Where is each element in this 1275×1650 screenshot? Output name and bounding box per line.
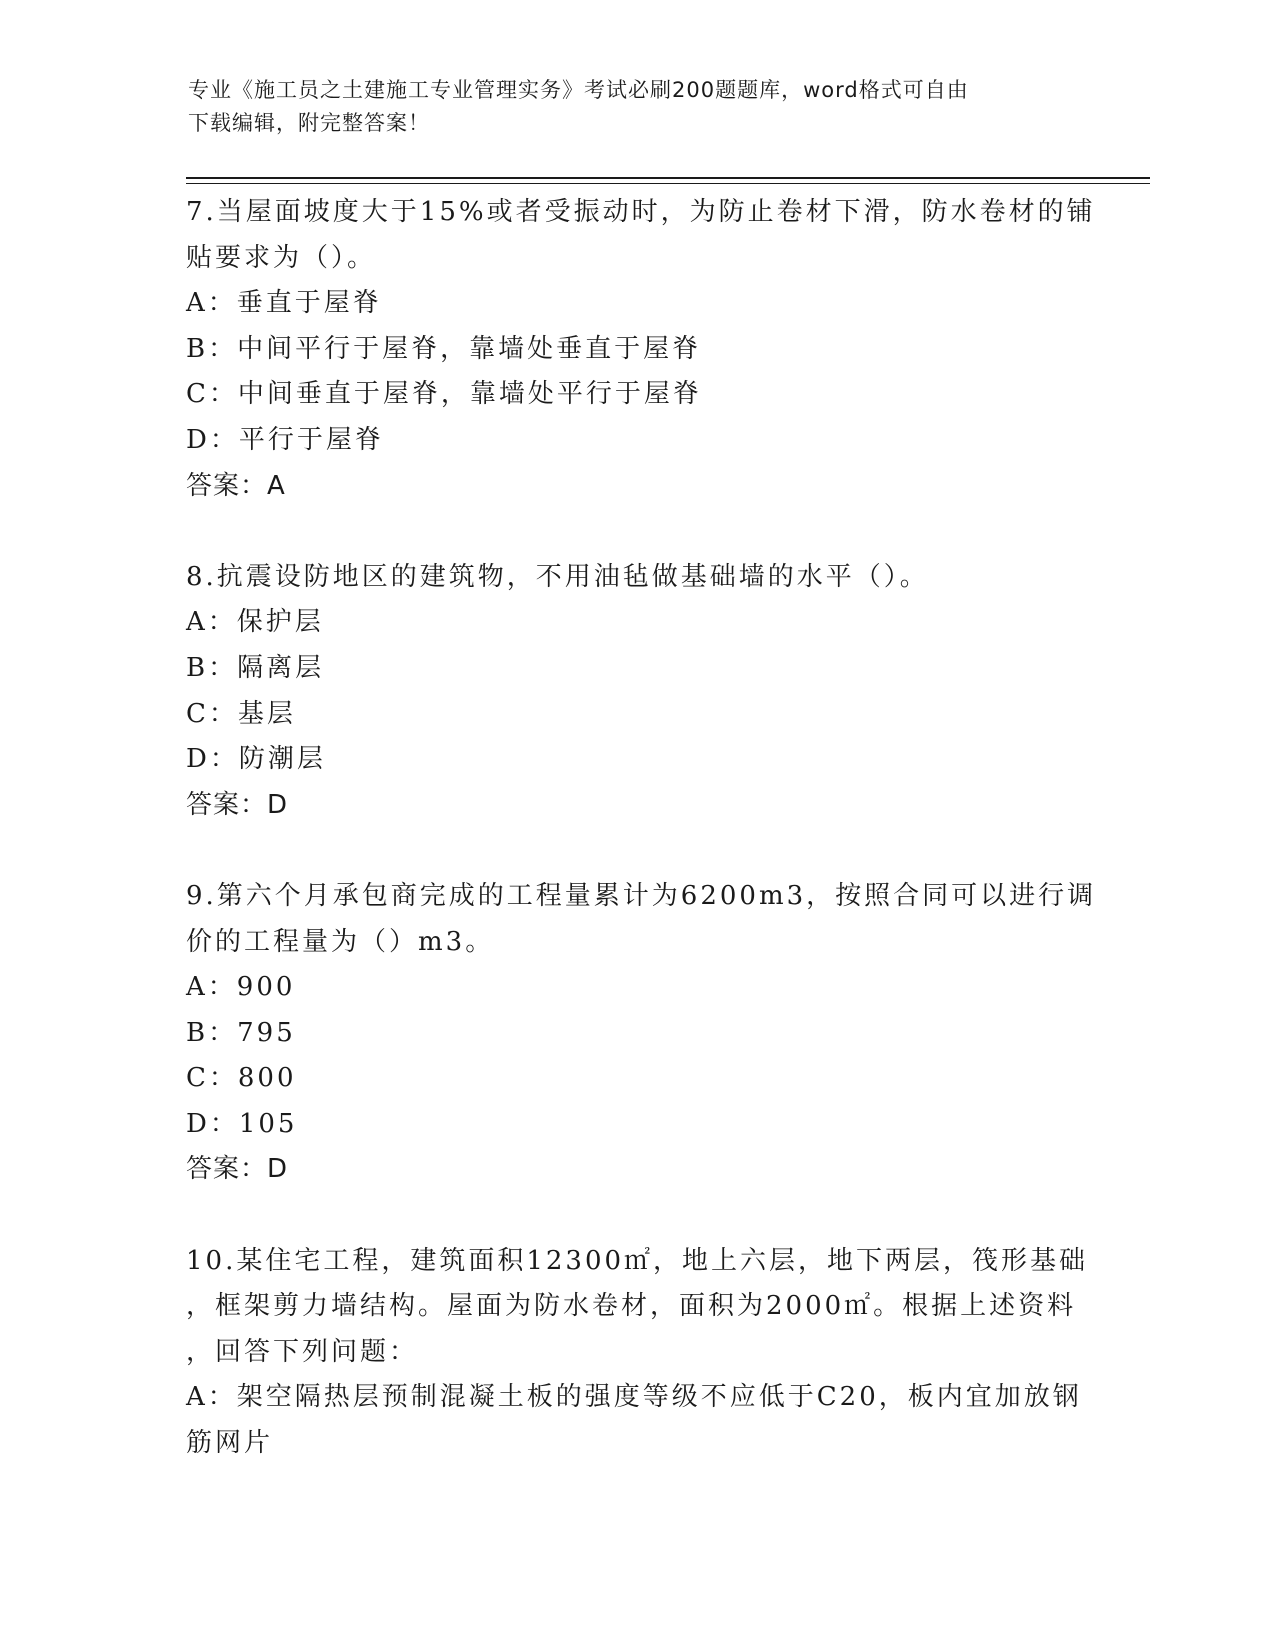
question-stem: 9.第六个月承包商完成的工程量累计为6200m3，按照合同可以进行调 [186,880,1097,911]
question-7 [186,190,1096,509]
option-d: D：105 [186,1108,298,1139]
option-a: A：垂直于屋脊 [186,288,382,319]
header-line-2: 下载编辑，附完整答案！ [188,111,430,135]
option-c: C：基层 [186,698,296,729]
question-stem: 贴要求为（）。 [186,242,377,273]
option-d: D：防潮层 [186,744,326,775]
option-b: B：795 [186,1017,296,1048]
question-stem: ，框架剪力墙结构。屋面为防水卷材，面积为2000㎡。根据上述资料 [186,1291,1077,1322]
spacer [186,509,1086,555]
header-divider-thick [186,177,1150,179]
document-header [188,74,1088,140]
option-c: C：800 [186,1063,297,1094]
spacer [186,828,1086,874]
question-stem: ，回答下列问题： [186,1336,419,1367]
header-line-1: 专业《施工员之土建施工专业管理实务》考试必刷200题题库，word格式可自由 [188,78,969,102]
question-9 [186,874,1097,1193]
option-d: D：平行于屋脊 [186,424,384,455]
option-c: C：中间垂直于屋脊，靠墙处平行于屋脊 [186,379,702,410]
question-10 [186,1239,1089,1467]
question-stem: 价的工程量为（）m3。 [186,926,495,957]
answer: 答案：D [186,789,289,820]
header-divider-thin [186,183,1150,184]
question-stem: 8.抗震设防地区的建筑物，不用油毡做基础墙的水平（）。 [186,561,929,592]
spacer [186,1193,1086,1239]
option-a: A：架空隔热层预制混凝土板的强度等级不应低于C20，板内宜加放钢 [186,1382,1082,1413]
question-8 [186,555,1086,829]
option-a: A：保护层 [186,607,324,638]
option-b: B：隔离层 [186,652,325,683]
option-b: B：中间平行于屋脊，靠墙处垂直于屋脊 [186,333,702,364]
question-list [186,190,1097,1467]
question-stem: 7.当屋面坡度大于15%或者受振动时，为防止卷材下滑，防水卷材的铺 [186,197,1096,227]
answer: 答案：A [186,470,286,501]
answer: 答案：D [186,1154,289,1185]
question-stem: 10.某住宅工程，建筑面积12300㎡，地上六层，地下两层，筏形基础 [186,1245,1089,1276]
option-a: A：900 [186,972,296,1003]
option-a-continued: 筋网片 [186,1428,274,1459]
